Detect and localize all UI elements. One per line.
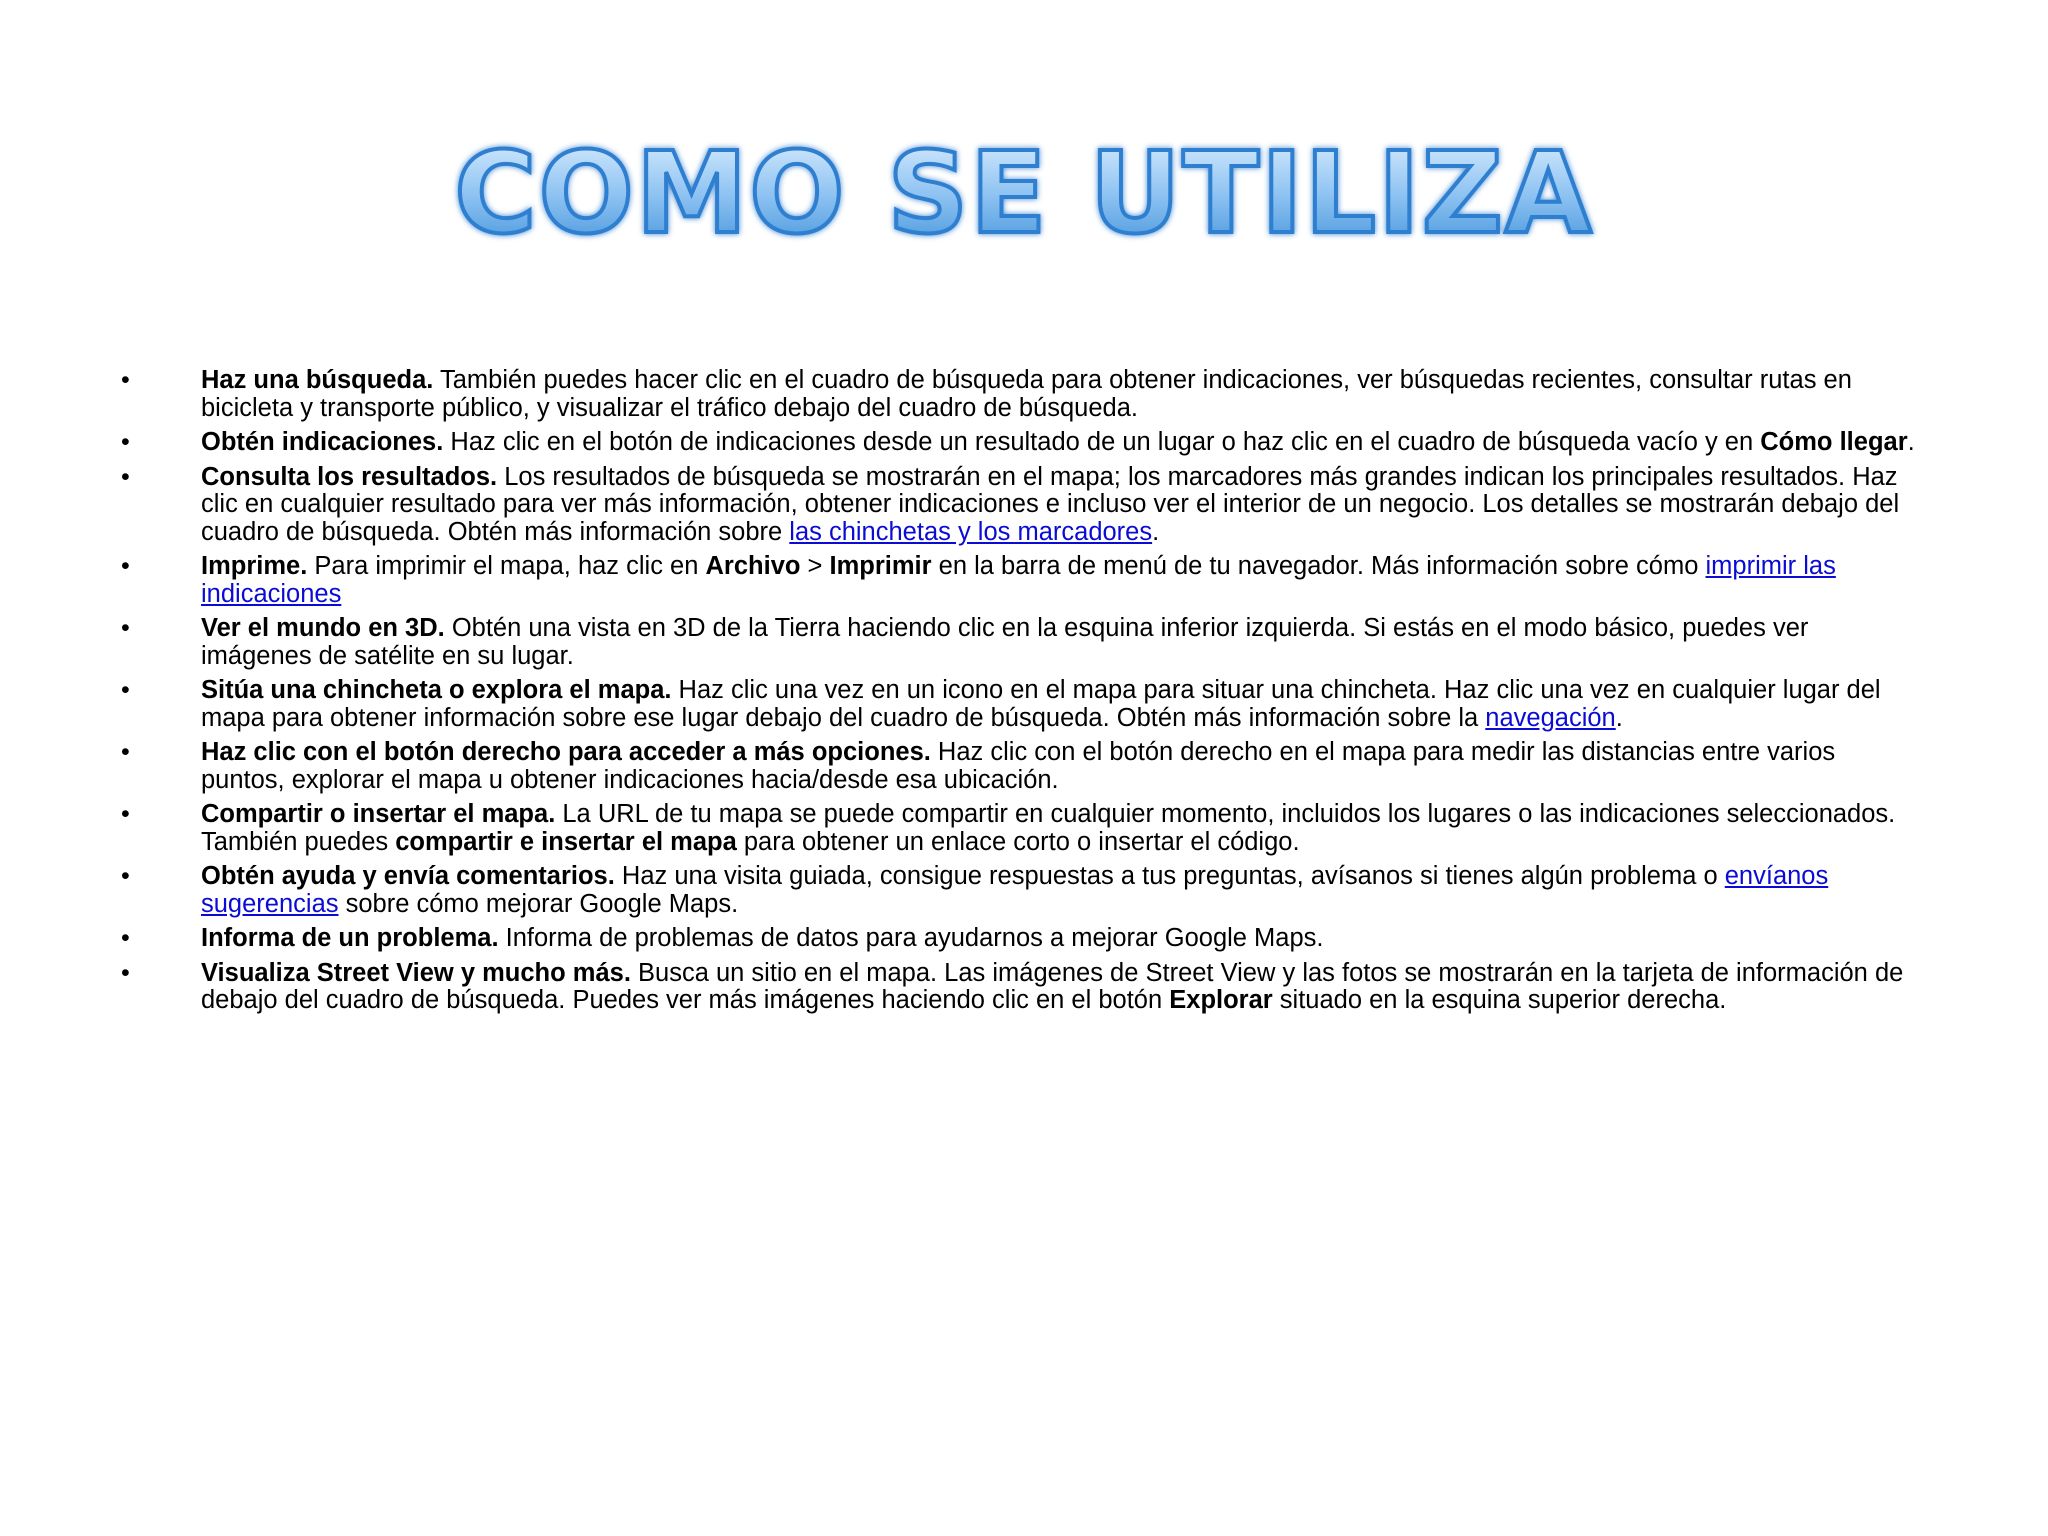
item-text: . <box>1907 428 1915 456</box>
item-emphasis: Explorar <box>1169 986 1273 1014</box>
item-text: Informa de problemas de datos para ayudarnos a mejorar Google Maps. <box>498 924 1324 952</box>
item-text: Obtén una vista en 3D de la Tierra haciendo clic en la esquina inferior izquierda. Si estás en el modo básico, puedes ver imágenes de satélite en su lugar. <box>201 614 1809 670</box>
bullet-icon: • <box>121 676 130 704</box>
item-emphasis: Archivo <box>705 552 801 580</box>
item-heading: Imprime. <box>201 552 308 580</box>
list-item <box>118 925 1918 953</box>
list-item <box>118 553 1918 608</box>
item-heading: Obtén indicaciones. <box>201 428 444 456</box>
item-heading: Informa de un problema. <box>201 924 499 952</box>
bullet-icon: • <box>121 614 130 642</box>
list-item <box>118 615 1918 670</box>
list-item <box>118 960 1918 1015</box>
item-text: . <box>1152 517 1160 546</box>
list-item <box>118 801 1918 856</box>
bullet-icon: • <box>121 552 130 580</box>
item-emphasis: Cómo llegar <box>1760 428 1908 456</box>
item-text: Haz clic una vez en un icono en el mapa para situar una chincheta. Haz clic una vez en cualquier lugar del mapa para obtener información sobre ese lugar debajo del cuadro de búsqueda. Obtén más información sobre la <box>201 676 1881 732</box>
bullet-icon: • <box>121 800 130 828</box>
item-text: La URL de tu mapa se puede compartir en cualquier momento, incluidos los lugares o las indicaciones seleccionados. También puedes <box>201 800 1896 856</box>
item-emphasis: Imprimir <box>829 552 932 580</box>
item-text: Busca un sitio en el mapa. Las imágenes de Street View y las fotos se mostrarán en la tarjeta de información de debajo del cuadro de búsqueda. Puedes ver más imágenes haciendo clic en el botón <box>201 958 1904 1014</box>
item-text: Haz clic en el botón de indicaciones desde un resultado de un lugar o haz clic en el cuadro de búsqueda vacío y en <box>443 428 1761 456</box>
item-text: . <box>1615 703 1623 732</box>
link-navegacion[interactable]: navegación <box>1485 703 1616 732</box>
list-item <box>118 739 1918 794</box>
list-item <box>118 863 1918 918</box>
item-text: situado en la esquina superior derecha. <box>1272 986 1727 1014</box>
item-text: Los resultados de búsqueda se mostrarán en el mapa; los marcadores más grandes indican los principales resultados. Haz clic en cualquier resultado para ver más información, obtener indicaciones e incluso ver el interior de un negocio. Los detalles se mostrarán debajo del cuadro de búsqueda. Obtén más información sobre <box>201 462 1900 546</box>
item-heading: Haz una búsqueda. <box>201 366 434 394</box>
item-heading: Haz clic con el botón derecho para acceder a más opciones. <box>201 738 931 766</box>
item-text: para obtener un enlace corto o insertar el código. <box>736 827 1300 856</box>
item-text: También puedes hacer clic en el cuadro de búsqueda para obtener indicaciones, ver búsquedas recientes, consultar rutas en bicicleta y transporte público, y visualizar el tráfico debajo del cuadro de búsqueda. <box>201 366 1852 422</box>
link-chinchetas[interactable]: las chinchetas y los marcadores <box>789 517 1153 546</box>
bullet-icon: • <box>121 862 130 890</box>
item-text: Haz clic con el botón derecho en el mapa para medir las distancias entre varios puntos, explorar el mapa u obtener indicaciones hacia/desde esa ubicación. <box>201 738 1836 794</box>
bullet-icon: • <box>121 462 130 491</box>
title-wordart <box>0 128 2048 308</box>
slide-title <box>0 128 2048 308</box>
bullet-icon: • <box>121 428 130 456</box>
item-heading: Visualiza Street View y mucho más. <box>201 958 631 987</box>
list-item <box>118 464 1918 547</box>
item-text: en la barra de menú de tu navegador. Más información sobre cómo <box>931 552 1706 580</box>
list-item <box>118 677 1918 732</box>
title-text: COMO SE UTILIZA <box>454 129 1594 259</box>
item-emphasis: compartir e insertar el mapa <box>395 827 737 856</box>
link-imprimir[interactable]: imprimir las indicaciones <box>201 552 1836 608</box>
item-text: Para imprimir el mapa, haz clic en <box>307 552 706 580</box>
item-heading: Obtén ayuda y envía comentarios. <box>201 862 615 890</box>
list-item <box>118 367 1918 422</box>
bullet-icon: • <box>121 366 130 394</box>
bullet-icon: • <box>121 958 130 987</box>
item-heading: Sitúa una chincheta o explora el mapa. <box>201 676 672 704</box>
bullet-list <box>118 367 1918 1022</box>
item-heading: Consulta los resultados. <box>201 462 498 491</box>
item-text: > <box>800 552 830 580</box>
item-heading: Ver el mundo en 3D. <box>201 614 445 642</box>
item-text: sobre cómo mejorar Google Maps. <box>338 889 739 918</box>
list-item <box>118 429 1918 457</box>
bullet-icon: • <box>121 738 130 766</box>
item-heading: Compartir o insertar el mapa. <box>201 800 556 828</box>
item-text: Haz una visita guiada, consigue respuestas a tus preguntas, avísanos si tienes algún problema o <box>614 862 1725 890</box>
link-sugerencias[interactable]: envíanos sugerencias <box>201 862 1829 918</box>
bullet-icon: • <box>121 924 130 952</box>
